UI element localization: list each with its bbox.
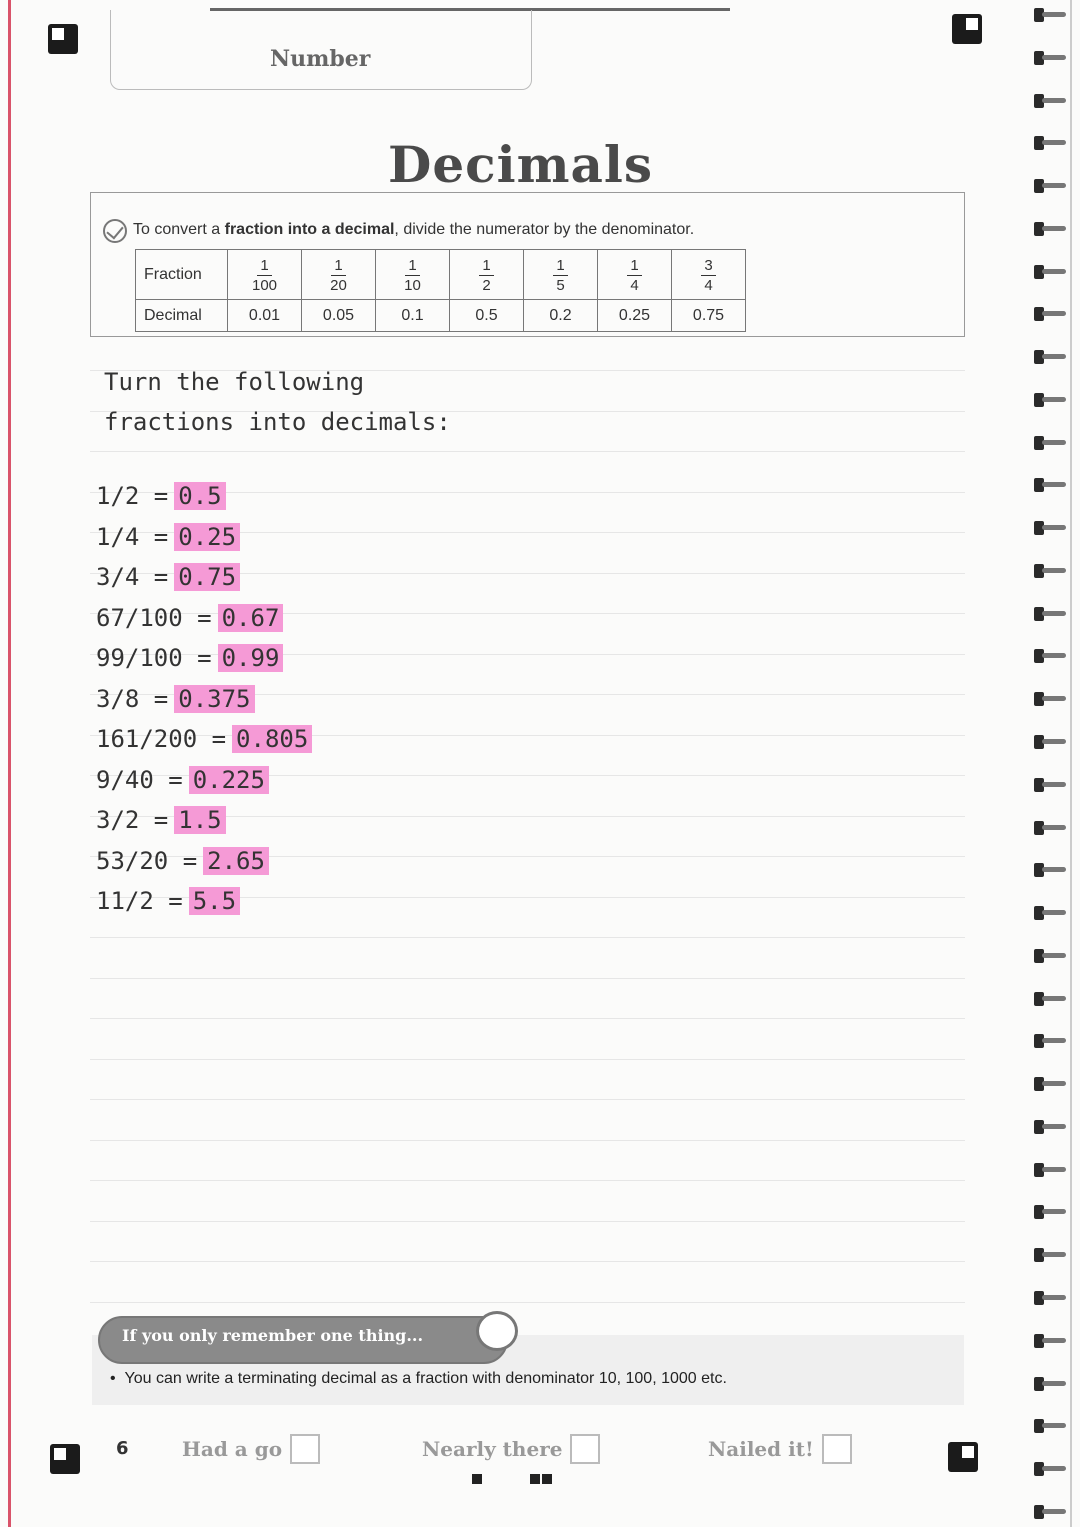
decimal-cell: 0.2 xyxy=(524,300,598,332)
decimal-cell: 0.1 xyxy=(376,300,450,332)
answer-row xyxy=(96,806,226,834)
fraction-row xyxy=(136,250,746,300)
denominator: 4 xyxy=(704,276,713,294)
nailed-it-checkbox[interactable] xyxy=(822,1434,852,1464)
numerator: 1 xyxy=(479,258,493,276)
spiral-ring-icon xyxy=(1034,519,1066,537)
spiral-ring-icon xyxy=(1034,476,1066,494)
decimal-cell: 0.05 xyxy=(302,300,376,332)
answer-highlight: 0.5 xyxy=(174,482,225,510)
answer-row xyxy=(96,523,240,551)
answer-highlight: 5.5 xyxy=(189,887,240,915)
numerator: 1 xyxy=(405,258,419,276)
question: 9/40 = xyxy=(96,765,183,794)
row-label-fraction: Fraction xyxy=(136,250,228,300)
corner-marker-icon xyxy=(952,14,982,44)
decimal-cell: 0.01 xyxy=(228,300,302,332)
question: 53/20 = xyxy=(96,846,198,875)
spiral-ring-icon xyxy=(1034,220,1066,238)
answer-row xyxy=(96,482,226,510)
spiral-ring-icon xyxy=(1034,1289,1066,1307)
conversion-table xyxy=(135,249,746,332)
question: 1/2 = xyxy=(96,482,169,510)
decimal-cell: 0.25 xyxy=(598,300,672,332)
spiral-ring-icon xyxy=(1034,1503,1066,1521)
ruled-line xyxy=(90,1302,965,1303)
spiral-ring-icon xyxy=(1034,904,1066,922)
ruled-line xyxy=(90,937,965,938)
answer-highlight: 0.225 xyxy=(189,766,269,794)
spiral-ring-icon xyxy=(1034,49,1066,67)
spiral-ring-icon xyxy=(1034,434,1066,452)
decimal-cell: 0.75 xyxy=(672,300,746,332)
numerator: 1 xyxy=(627,258,641,276)
spiral-ring-icon xyxy=(1034,1118,1066,1136)
spiral-ring-icon xyxy=(1034,947,1066,965)
spiral-ring-icon xyxy=(1034,6,1066,24)
answer-highlight: 0.99 xyxy=(218,644,284,672)
ruled-line xyxy=(90,1018,965,1019)
fraction-cell xyxy=(672,250,746,300)
rule-post: , divide the numerator by the denominator. xyxy=(394,221,695,238)
rule-box xyxy=(90,192,965,337)
answer-row xyxy=(96,563,240,591)
page-number: 6 xyxy=(116,1438,129,1459)
checkmark-icon xyxy=(103,219,127,243)
status-nailed-it xyxy=(708,1434,852,1464)
corner-marker-icon xyxy=(50,1444,80,1474)
spiral-ring-icon xyxy=(1034,1246,1066,1264)
numerator: 1 xyxy=(257,258,271,276)
page-title: Decimals xyxy=(388,135,654,194)
remember-text-body: You can write a terminating decimal as a fraction with denominator 10, 100, 1000 etc. xyxy=(124,1370,727,1387)
spiral-ring-icon xyxy=(1034,1460,1066,1478)
question: 1/4 = xyxy=(96,522,169,551)
corner-marker-icon xyxy=(48,24,78,54)
decimal-cell: 0.5 xyxy=(450,300,524,332)
denominator: 4 xyxy=(630,276,639,294)
fraction-cell xyxy=(302,250,376,300)
numerator: 1 xyxy=(553,258,567,276)
spiral-ring-icon xyxy=(1034,562,1066,580)
answer-highlight: 0.805 xyxy=(232,725,312,753)
fraction-cell xyxy=(376,250,450,300)
spiral-ring-icon xyxy=(1034,1075,1066,1093)
spiral-ring-icon xyxy=(1034,391,1066,409)
spiral-ring-icon xyxy=(1034,263,1066,281)
spiral-ring-icon xyxy=(1034,134,1066,152)
spiral-ring-icon xyxy=(1034,861,1066,879)
status-label: Had a go xyxy=(182,1437,283,1461)
rule-text xyxy=(133,221,694,239)
spiral-ring-icon xyxy=(1034,177,1066,195)
spiral-ring-icon xyxy=(1034,1203,1066,1221)
ruled-line xyxy=(90,1140,965,1141)
spiral-ring-icon xyxy=(1034,819,1066,837)
rule-bold: fraction into a decimal xyxy=(224,221,395,238)
status-nearly-there xyxy=(422,1434,600,1464)
difficulty-dot xyxy=(530,1474,540,1484)
spiral-ring-icon xyxy=(1034,1417,1066,1435)
question: 3/8 = xyxy=(96,684,169,713)
spiral-ring-icon xyxy=(1034,647,1066,665)
speech-bubble-icon xyxy=(476,1311,518,1351)
ruled-line xyxy=(90,978,965,979)
fraction-cell xyxy=(450,250,524,300)
answer-row xyxy=(96,887,240,915)
answer-highlight: 1.5 xyxy=(174,806,225,834)
answer-row xyxy=(96,644,283,672)
nearly-there-checkbox[interactable] xyxy=(570,1434,600,1464)
numerator: 1 xyxy=(331,258,345,276)
answer-highlight: 0.67 xyxy=(218,604,284,632)
spiral-ring-icon xyxy=(1034,1375,1066,1393)
spiral-binding xyxy=(1034,6,1074,1521)
spiral-ring-icon xyxy=(1034,690,1066,708)
corner-marker-icon xyxy=(948,1442,978,1472)
instruction-line-2: fractions into decimals: xyxy=(104,408,451,436)
answer-row xyxy=(96,847,269,875)
spiral-ring-icon xyxy=(1034,776,1066,794)
spiral-ring-icon xyxy=(1034,305,1066,323)
spiral-ring-icon xyxy=(1034,605,1066,623)
margin-line xyxy=(8,0,11,1527)
question: 99/100 = xyxy=(96,644,212,672)
spiral-ring-icon xyxy=(1034,990,1066,1008)
denominator: 10 xyxy=(404,276,421,294)
answer-row xyxy=(96,604,283,632)
answer-row xyxy=(96,725,312,753)
answer-highlight: 2.65 xyxy=(203,847,269,875)
status-had-a-go xyxy=(182,1434,320,1464)
spiral-ring-icon xyxy=(1034,92,1066,110)
spiral-ring-icon xyxy=(1034,348,1066,366)
remember-heading: If you only remember one thing... xyxy=(122,1326,424,1345)
ruled-line xyxy=(90,1261,965,1262)
fraction-cell xyxy=(228,250,302,300)
answer-highlight: 0.375 xyxy=(174,685,254,713)
difficulty-dot xyxy=(542,1474,552,1484)
status-label: Nailed it! xyxy=(708,1437,814,1461)
question: 3/2 = xyxy=(96,806,169,834)
status-label: Nearly there xyxy=(422,1437,563,1461)
spiral-ring-icon xyxy=(1034,733,1066,751)
spiral-ring-icon xyxy=(1034,1161,1066,1179)
fraction-cell xyxy=(598,250,672,300)
denominator: 20 xyxy=(330,276,347,294)
answer-highlight: 0.75 xyxy=(174,563,240,591)
rule-pre: To convert a xyxy=(133,221,225,238)
answer-row xyxy=(96,685,255,713)
ruled-line xyxy=(90,1099,965,1100)
spiral-ring-icon xyxy=(1034,1332,1066,1350)
answer-row xyxy=(96,766,269,794)
answer-highlight: 0.25 xyxy=(174,523,240,551)
question: 3/4 = xyxy=(96,563,169,591)
denominator: 5 xyxy=(556,276,565,294)
question: 161/200 = xyxy=(96,725,227,753)
ruled-line xyxy=(90,1180,965,1181)
question: 11/2 = xyxy=(96,887,183,915)
decimal-row xyxy=(136,300,746,332)
ruled-line xyxy=(90,451,965,452)
fraction-cell xyxy=(524,250,598,300)
spiral-ring-icon xyxy=(1034,1032,1066,1050)
ruled-line xyxy=(90,1059,965,1060)
section-label: Number xyxy=(270,46,371,72)
denominator: 2 xyxy=(482,276,491,294)
remember-text: • You can write a terminating decimal as a fraction with denominator 10, 100, 1000 etc. xyxy=(110,1370,727,1387)
had-a-go-checkbox[interactable] xyxy=(290,1434,320,1464)
instruction-line-1: Turn the following xyxy=(104,368,365,396)
row-label-decimal: Decimal xyxy=(136,300,228,332)
question: 67/100 = xyxy=(96,603,212,632)
numerator: 3 xyxy=(701,258,715,276)
difficulty-dot xyxy=(472,1474,482,1484)
ruled-line xyxy=(90,1221,965,1222)
denominator: 100 xyxy=(251,276,278,294)
